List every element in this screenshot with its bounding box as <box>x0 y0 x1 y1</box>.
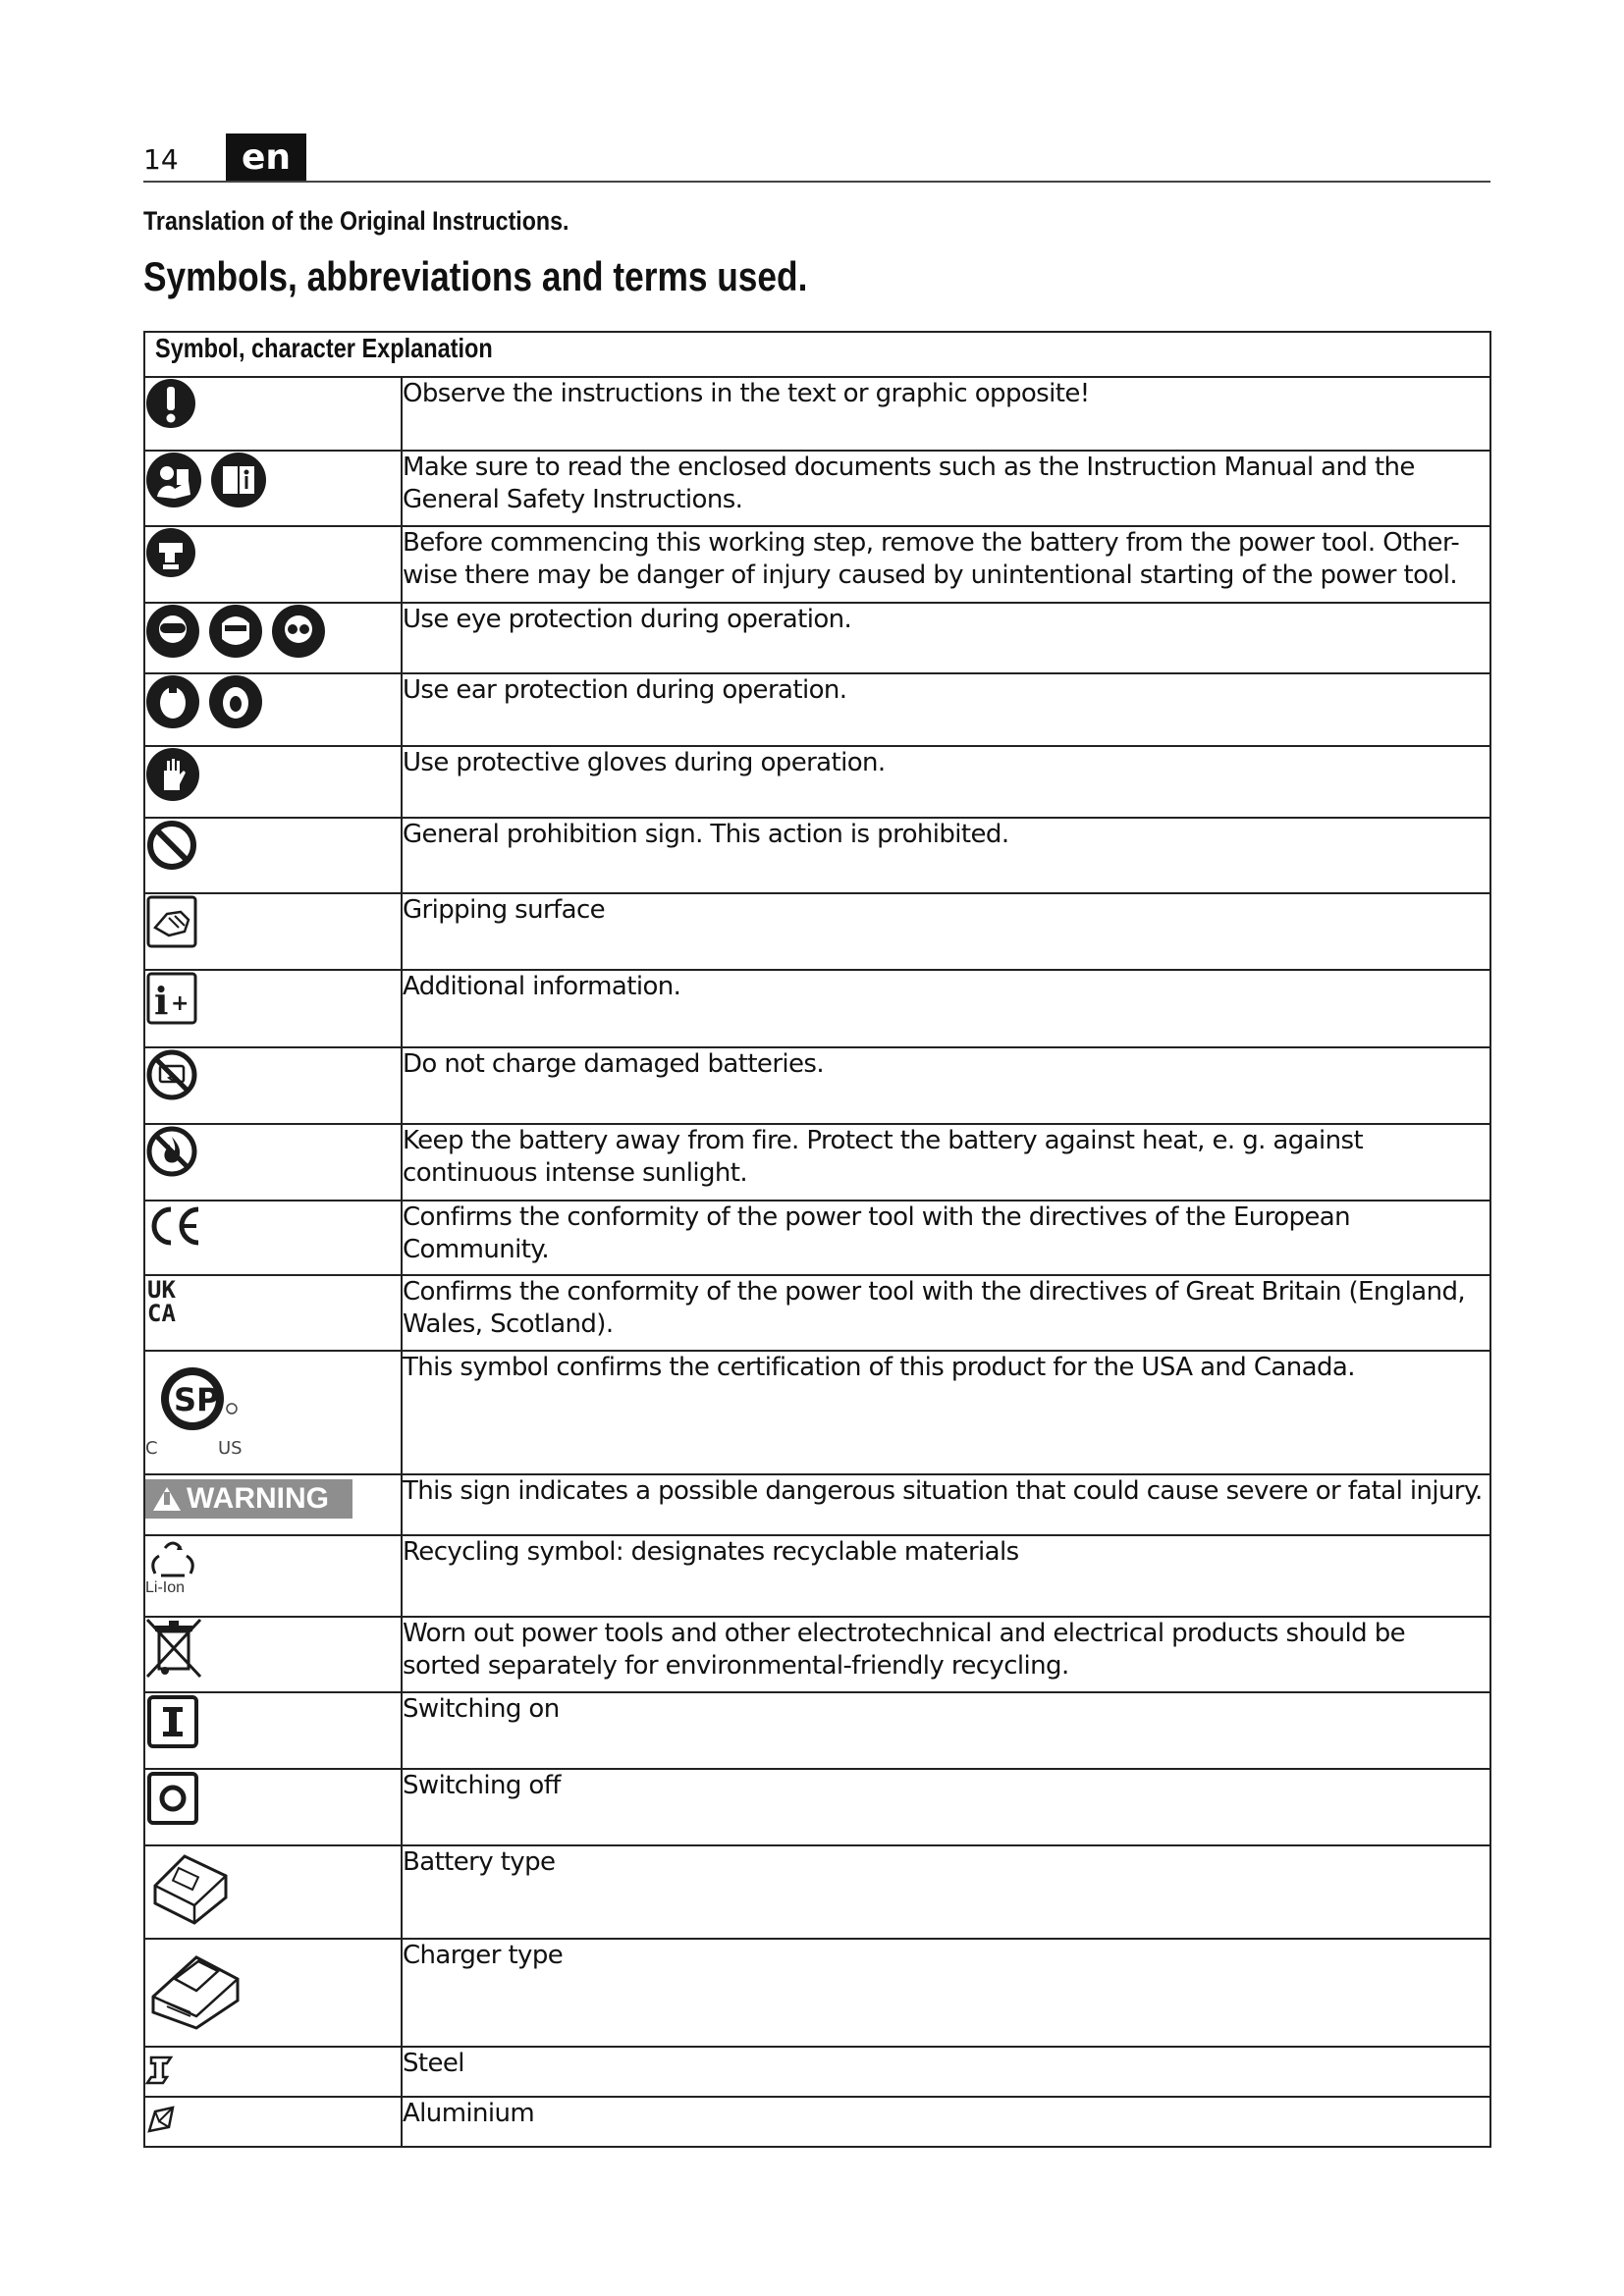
gripping-surface-icon <box>145 894 198 949</box>
svg-text:C: C <box>145 1438 158 1459</box>
table-row <box>144 2097 1490 2147</box>
explanation-text: This sign indicates a possible dangerous situation that could cause severe or fatal injury. <box>402 1474 1490 1535</box>
no-fire-icon <box>145 1125 198 1178</box>
ce-mark-icon <box>145 1201 204 1251</box>
page-number: 14 <box>143 143 179 176</box>
explanation-text: Keep the battery away from fire. Protect the battery against heat, e. g. against continuous intense sunlight. <box>402 1124 1490 1201</box>
table-row <box>144 673 1490 746</box>
aluminium-icon <box>145 2104 177 2137</box>
explanation-text: Make sure to read the enclosed documents such as the Instruction Manual and the General Safety Instructions. <box>402 451 1490 526</box>
gloves-icon <box>145 747 200 802</box>
explanation-text: Worn out power tools and other electrotechnical and electrical products should be sorted separately for environmental-friendly recycling. <box>402 1617 1490 1692</box>
explanation-text: Use protective gloves during operation. <box>402 746 1490 818</box>
prohibition-icon <box>145 819 198 872</box>
svg-text:CA: CA <box>147 1300 176 1325</box>
recycle-label: Li-Ion <box>145 1579 186 1596</box>
read-manual-icon <box>145 452 202 508</box>
explanation-text: Switching off <box>402 1769 1490 1845</box>
recycling-icon <box>145 1536 200 1583</box>
goggles-icon <box>145 604 200 659</box>
page-title: Symbols, abbreviations and terms used. <box>143 253 808 299</box>
table-header: Symbol, character Explanation <box>144 332 1490 377</box>
explanation-text: Recycling symbol: designates recyclable materials <box>402 1535 1490 1617</box>
document-subtitle: Translation of the Original Instructions. <box>143 206 569 236</box>
exclamation-icon <box>145 378 196 429</box>
face-shield-icon <box>208 604 263 659</box>
explanation-text: Confirms the conformity of the power tool with the directives of Great Britain (England, Wales, Scotland). <box>402 1275 1490 1351</box>
table-row <box>144 451 1490 526</box>
explanation-text: Aluminium <box>402 2097 1490 2147</box>
table-row <box>144 1939 1490 2047</box>
table-row <box>144 1124 1490 1201</box>
table-row <box>144 970 1490 1047</box>
info-book-icon <box>210 452 267 508</box>
explanation-text: This symbol confirms the certification of this product for the USA and Canada. <box>402 1351 1490 1474</box>
no-charge-damaged-battery-icon <box>145 1048 198 1101</box>
switch-off-icon <box>145 1770 200 1827</box>
svg-text:UK: UK <box>147 1276 176 1304</box>
svg-text:US: US <box>218 1438 243 1459</box>
steel-icon <box>145 2054 177 2087</box>
table-row <box>144 603 1490 673</box>
explanation-text: Battery type <box>402 1845 1490 1939</box>
explanation-text: Charger type <box>402 1939 1490 2047</box>
charger-type-icon <box>145 1940 244 2032</box>
table-row <box>144 746 1490 818</box>
ukca-mark-icon <box>145 1276 189 1325</box>
table-row <box>144 1275 1490 1351</box>
explanation-text: Do not charge damaged batteries. <box>402 1047 1490 1124</box>
table-row <box>144 1201 1490 1275</box>
table-row <box>144 1692 1490 1769</box>
explanation-text: Switching on <box>402 1692 1490 1769</box>
table-row <box>144 893 1490 970</box>
ear-defender-icon <box>208 674 263 729</box>
ear-protection-icon <box>145 674 200 729</box>
table-header-row <box>144 332 1490 377</box>
table-row <box>144 377 1490 451</box>
table-row <box>144 2047 1490 2097</box>
explanation-text: Additional information. <box>402 970 1490 1047</box>
warning-label-icon <box>145 1479 352 1519</box>
table-row <box>144 1047 1490 1124</box>
symbols-table <box>143 331 1491 2148</box>
explanation-text: Use eye protection during operation. <box>402 603 1490 673</box>
table-row <box>144 1845 1490 1939</box>
glasses-icon <box>271 604 326 659</box>
table-row <box>144 1769 1490 1845</box>
table-row <box>144 1617 1490 1692</box>
explanation-text: Steel <box>402 2047 1490 2097</box>
additional-info-icon <box>145 971 198 1026</box>
svg-text:+: + <box>171 991 189 1016</box>
svg-text:i: i <box>154 979 169 1023</box>
explanation-text: Observe the instructions in the text or graphic opposite! <box>402 377 1490 451</box>
table-row <box>144 1351 1490 1474</box>
table-row <box>144 526 1490 603</box>
table-row <box>144 1474 1490 1535</box>
warning-label-text: WARNING <box>187 1482 329 1515</box>
page-header <box>143 133 1490 183</box>
weee-bin-icon <box>145 1618 202 1679</box>
explanation-text: General prohibition sign. This action is prohibited. <box>402 818 1490 893</box>
svg-text:SP: SP <box>174 1381 220 1418</box>
battery-type-icon <box>145 1846 236 1927</box>
explanation-text: Before commencing this working step, remove the battery from the power tool. Other-wise there may be danger of injury caused by unintentional starting of the power tool. <box>402 526 1490 603</box>
explanation-text: Confirms the conformity of the power tool with the directives of the European Community. <box>402 1201 1490 1275</box>
remove-battery-icon <box>145 527 196 578</box>
csa-mark-icon <box>145 1352 263 1460</box>
language-badge: en <box>226 133 306 181</box>
table-row <box>144 818 1490 893</box>
warning-triangle-icon <box>153 1487 181 1511</box>
table-row <box>144 1535 1490 1617</box>
explanation-text: Use ear protection during operation. <box>402 673 1490 746</box>
switch-on-icon <box>145 1693 200 1750</box>
explanation-text: Gripping surface <box>402 893 1490 970</box>
